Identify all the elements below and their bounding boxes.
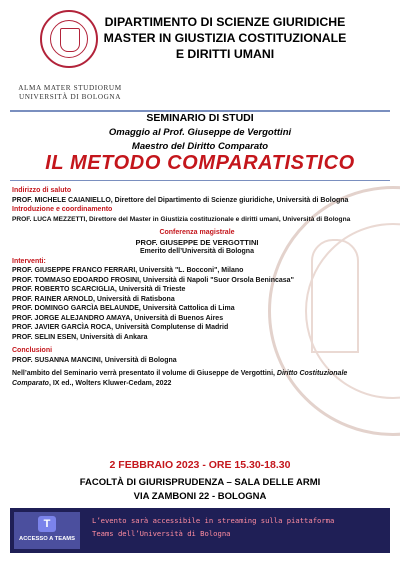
speaker-item: PROF. RAINER ARNOLD, Università di Ratisbona: [12, 295, 175, 303]
book-note-text-2: , IX ed., Wolters Kluwer-Cedam, 2022: [48, 379, 172, 387]
welcome-speaker: PROF. MICHELE CAIANIELLO, Direttore del Dipartimento di Scienze giuridiche, Università di Bologna: [12, 196, 349, 204]
alma-line-1: ALMA MATER STUDIORUM: [18, 84, 122, 92]
speaker-item: PROF. TOMMASO EDOARDO FROSINI, Università di Napoli "Suor Orsola Benincasa": [12, 276, 294, 284]
event-venue: [30, 476, 370, 504]
teams-icon: T: [38, 516, 56, 532]
homage-sub-line: Maestro del Diritto Comparato: [131, 141, 269, 152]
welcome-label: Indirizzo di saluto: [12, 187, 72, 194]
venue-line-2: VIA ZAMBONI 22 - BOLOGNA: [133, 491, 267, 502]
dept-line-3: E DIRITTI UMANI: [175, 47, 275, 61]
keynote-name: PROF. GIUSEPPE DE VERGOTTINI: [135, 237, 259, 247]
book-note-text-1: Nell’ambito del Seminario verrà presentato il volume di Giuseppe de Vergottini,: [12, 370, 277, 377]
teams-access-button[interactable]: [14, 512, 80, 549]
event-date-time: 2 FEBBRAIO 2023 - ORE 15.30-18.30: [109, 459, 291, 471]
keynote-role: Emerito dell’Università di Bologna: [140, 248, 254, 255]
dept-line-2: MASTER IN GIUSTIZIA COSTITUZIONALE: [103, 31, 347, 45]
keynote-label: Conferenza magistrale: [159, 229, 235, 236]
conclusions-speaker: PROF. SUSANNA MANCINI, Università di Bologna: [12, 356, 177, 364]
alma-line-2: UNIVERSITÀ DI BOLOGNA: [18, 93, 122, 101]
streaming-footer: [10, 508, 390, 553]
speaker-item: PROF. ROBERTO SCARCIGLIA, Università di Trieste: [12, 286, 186, 293]
seminar-homage: [60, 126, 340, 154]
seal-shield-icon: [60, 28, 80, 52]
conclusions-label: Conclusioni: [12, 347, 53, 354]
speakers-list: [12, 266, 382, 342]
speaker-item: PROF. GIUSEPPE FRANCO FERRARI, Università "L. Bocconi", Milano: [12, 267, 244, 274]
streaming-notice: [92, 514, 382, 540]
teams-caption: ACCESSO A TEAMS: [19, 536, 75, 542]
speaker-item: PROF. JAVIER GARCÌA ROCA, Università Complutense di Madrid: [12, 324, 229, 331]
homage-line: Omaggio al Prof. Giuseppe de Vergottini: [108, 127, 292, 138]
department-heading: [80, 14, 370, 62]
streaming-line-1: L’evento sarà accessibile in streaming sulla piattaforma: [92, 516, 335, 525]
title-divider: [10, 180, 390, 181]
intro-label: Introduzione e coordinamento: [12, 206, 113, 213]
speaker-item: PROF. SELIN ESEN, Università di Ankara: [12, 333, 148, 341]
streaming-line-2: Teams dell’Università di Bologna: [92, 529, 231, 538]
speaker-item: PROF. JORGE ALEJANDRO AMAYA, Università di Buenos Aires: [12, 314, 224, 322]
program: [12, 186, 382, 388]
venue-line-1: FACOLTÀ DI GIURISPRUDENZA – SALA DELLE ARMI: [79, 477, 321, 488]
speakers-label: Interventi:: [12, 257, 46, 265]
dept-line-1: DIPARTIMENTO DI SCIENZE GIURIDICHE: [104, 15, 346, 29]
book-title-1: Diritto Costituzionale: [276, 370, 348, 377]
page-title: IL METODO COMPARATISTICO: [45, 152, 355, 174]
book-note: [12, 369, 382, 388]
university-name: [10, 84, 130, 102]
speaker-item: PROF. DOMINGO GARCÌA BELAUNDE, Università Cattolica di Lima: [12, 305, 235, 312]
intro-speaker: PROF. LUCA MEZZETTI, Direttore del Master in Giustizia costituzionale e diritti umani, Università di Bologna: [12, 215, 351, 223]
seminar-kind: SEMINARIO DI STUDI: [146, 112, 254, 124]
book-title-2: Comparato: [12, 379, 49, 387]
